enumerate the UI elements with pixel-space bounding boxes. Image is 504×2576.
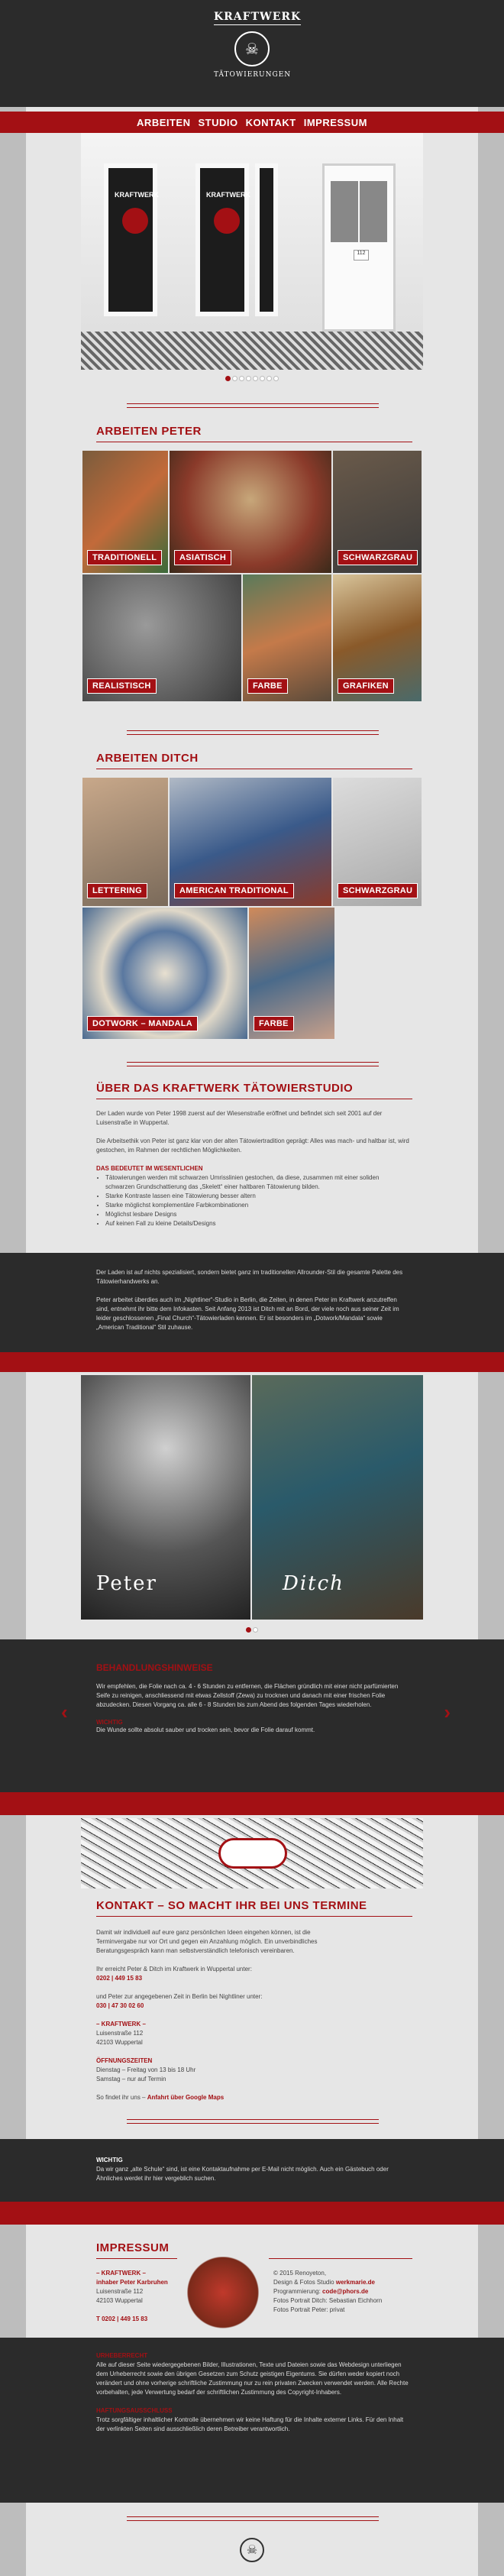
tiled-floor xyxy=(81,332,423,370)
portrait-dot-2[interactable] xyxy=(253,1627,258,1633)
contact-paragraph-1: Damit wir individuell auf eure ganz persönlichen Ideen eingehen können, ist die Terminvergabe nur vor Ort und gegen ein Anzahlung möglich. Ein unverbindliches Beratungsgespräch kann man selbstverständlich telefonisch vereinbaren. xyxy=(96,1929,318,1954)
care-subtitle: WICHTIG xyxy=(96,1719,123,1726)
impressum-owner: inhaber Peter Karbruhen xyxy=(96,2279,168,2286)
about-paragraph-2: Die Arbeitsethik von Peter ist ganz klar von der alten Tätowiertradition geprägt: Alles was mach- und haltbar ist, wird gestochen, im Rahmen der rechtlichen Möglichkeiten. xyxy=(96,1138,409,1154)
logo[interactable] xyxy=(214,11,302,79)
section-title-about: ÜBER DAS KRAFTWERK TÄTOWIERSTUDIO xyxy=(96,1082,354,1095)
gallery-label-farbe: FARBE xyxy=(247,678,288,694)
slider-dot-4[interactable] xyxy=(246,376,251,381)
slider-dot-5[interactable] xyxy=(253,376,258,381)
google-maps-link[interactable]: Anfahrt über Google Maps xyxy=(147,2094,225,2101)
notice-text: Da wir ganz „alte Schule“ sind, ist eine Kontaktaufnahme per E-Mail nicht möglich. Auch ein Gästebuch oder Ähnliches werdet ihr hier vergeblich suchen. xyxy=(96,2166,389,2182)
slider-dot-3[interactable] xyxy=(239,376,244,381)
portrait-peter xyxy=(81,1375,250,1620)
list-item: • Möglichst lesbare Designs xyxy=(105,1210,409,1219)
hours-title: ÖFFNUNGSZEITEN xyxy=(96,2057,153,2064)
about-text xyxy=(96,1109,409,1228)
shop-window-pillar xyxy=(255,163,278,316)
hours-saturday: Samstag – nur auf Termin xyxy=(96,2076,166,2082)
gallery-label-dotwork: DOTWORK – MANDALA xyxy=(87,1016,198,1031)
portrait-ditch xyxy=(252,1375,423,1620)
red-band xyxy=(0,2202,504,2225)
credit-line: Programmierung: xyxy=(273,2288,321,2295)
care-paragraph: Wir empfehlen, die Folie nach ca. 4 - 6 Stunden zu entfernen, die Flächen gründlich mit einer nicht parfümierten Seife zu reinigen, anschliessend mit etwas Zellstoff (Zewa) zu trocknen und danach mit einer frischen Folie abzudecken. Diesen Vorgang ca. alle 6 - 8 Stunden bis zum Abend des folgenden Tages wiederholen. xyxy=(96,1683,399,1708)
contact-paragraph-3: und Peter zur angegebenen Zeit in Berlin bei Nightliner unter: xyxy=(96,1993,263,2000)
gallery-tile-farbe-ditch[interactable] xyxy=(249,908,334,1039)
front-door xyxy=(322,163,396,332)
care-box xyxy=(0,1639,504,1792)
gallery-tile-farbe[interactable] xyxy=(243,574,331,701)
divider xyxy=(127,2119,379,2124)
gallery-tile-american-traditional[interactable] xyxy=(170,778,331,906)
gallery-tile-schwarzgrau[interactable] xyxy=(333,451,422,573)
next-arrow-icon[interactable]: › xyxy=(444,1701,451,1723)
section-title-underline xyxy=(96,1916,412,1917)
map-prefix: So findet ihr uns – xyxy=(96,2094,146,2101)
slider-dots xyxy=(0,376,504,383)
brand-subtitle: TÄTOWIERUNGEN xyxy=(214,71,292,79)
impressum-address xyxy=(96,2269,188,2324)
hours-weekdays: Dienstag – Freitag von 13 bis 18 Uhr xyxy=(96,2066,196,2073)
storefront-photo xyxy=(81,133,423,370)
slider-dot-7[interactable] xyxy=(267,376,272,381)
credit-link-code[interactable]: code@phors.de xyxy=(322,2288,369,2295)
gallery-label-traditionell: TRADITIONELL xyxy=(87,550,162,565)
divider xyxy=(127,1062,379,1066)
section-title-contact: KONTAKT – SO MACHT IHR BEI UNS TERMINE xyxy=(96,1899,367,1912)
haftung-text: Trotz sorgfältiger inhaltlicher Kontrolle übernehmen wir keine Haftung für die Inhalte externer Links. Für den Inhalt der verlinkten Seiten sind ausschließlich deren Betreiber verantwortlich. xyxy=(96,2416,404,2432)
disclaimer-title: URHEBERRECHT xyxy=(96,2352,148,2359)
care-title: BEHANDLUNGSHINWEISE xyxy=(96,1662,213,1673)
nav-item-kontakt[interactable]: KONTAKT xyxy=(245,116,296,128)
list-item: • Auf keinen Fall zu kleine Details/Designs xyxy=(105,1219,409,1228)
divider xyxy=(127,2516,379,2521)
contact-paragraph-2: Ihr erreicht Peter & Ditch im Kraftwerk in Wuppertal unter: xyxy=(96,1966,252,1972)
impressum-phone[interactable]: T 0202 | 449 15 83 xyxy=(96,2315,148,2322)
divider xyxy=(127,403,379,408)
gallery-label-american-traditional: AMERICAN TRADITIONAL xyxy=(174,883,294,898)
notice-box xyxy=(0,2139,504,2202)
main-nav xyxy=(0,112,504,133)
notice-title: WICHTIG xyxy=(96,2157,123,2163)
gallery-label-realistisch: REALISTISCH xyxy=(87,678,157,694)
red-band xyxy=(0,1792,504,1815)
shop-window-left: KRAFTWERK xyxy=(104,163,157,316)
gallery-tile-lettering[interactable] xyxy=(82,778,168,906)
kraftwerk-emblem-icon: ☠ xyxy=(234,31,270,66)
portrait-slider-dots xyxy=(0,1627,504,1634)
red-band xyxy=(0,1352,504,1372)
about-list xyxy=(105,1173,409,1228)
list-item: • Starke Kontraste lassen eine Tätowierung besser altern xyxy=(105,1192,409,1201)
list-item: • Tätowierungen werden mit schwarzen Umrisslinien gestochen, da diese, zusammen mit einer soliden schwarzen Grundschattierung das „Skelett“ einer haltbaren Tätowierung bilden. xyxy=(105,1173,409,1192)
slider-dot-6[interactable] xyxy=(260,376,265,381)
house-number: 112 xyxy=(354,250,369,261)
credit-line: Fotos Portrait Ditch: Sebastian Eichhorn xyxy=(273,2297,383,2304)
gallery-label-schwarzgrau: SCHWARZGRAU xyxy=(338,550,418,565)
site-header xyxy=(0,0,504,107)
shop-window-middle: KRAFTWERK xyxy=(195,163,249,316)
divider xyxy=(127,730,379,735)
care-paragraph-2: Die Wunde sollte absolut sauber und trocken sein, bevor die Folie darauf kommt. xyxy=(96,1727,315,1733)
gallery-tile-traditionell[interactable] xyxy=(82,451,168,573)
anatomical-heart-graphic xyxy=(177,2257,269,2336)
gallery-tile-dotwork[interactable] xyxy=(82,908,247,1039)
about-paragraph-1: Der Laden wurde von Peter 1998 zuerst auf der Wiesenstraße eröffnet und befindet sich seit 2001 auf der Luisenstraße in Wuppertal. xyxy=(96,1110,383,1126)
portrait-name-ditch: Ditch xyxy=(283,1572,344,1595)
nav-item-arbeiten[interactable]: ARBEITEN xyxy=(137,116,191,128)
about-list-title: DAS BEDEUTET IM WESENTLICHEN xyxy=(96,1165,203,1172)
hero-slider[interactable] xyxy=(81,133,423,370)
credit-link-design[interactable]: werkmarie.de xyxy=(335,2279,375,2286)
nav-item-impressum[interactable]: IMPRESSUM xyxy=(303,116,367,128)
gallery-tile-realistisch[interactable] xyxy=(82,574,241,701)
list-item: • Starke möglichst komplementäre Farbkombinationen xyxy=(105,1201,409,1210)
gallery-label-lettering: LETTERING xyxy=(87,883,147,898)
contact-banner-image xyxy=(81,1818,423,1888)
gallery-tile-asiatisch[interactable] xyxy=(170,451,331,573)
gallery-label-farbe-ditch: FARBE xyxy=(254,1016,294,1031)
disclaimer-text: Alle auf dieser Seite wiedergegebenen Bilder, Illustrationen, Texte und Dateien sowie das Webdesign unterliegen dem Urheberrecht sowie den übrigen Gesetzen zum Schutz geistigen Eigentums. Sie dürfen weder kopiert noch verändert und ohne vorherige schriftliche Zustimmung nur zu rein privaten Zwecken verwendet werden. Alle Rechte vorbehalten, jede Verwertung bedarf der schriftlichen Zustimmung des Copyright-Inhabers. xyxy=(96,2361,409,2396)
address-city: 42103 Wuppertal xyxy=(96,2039,143,2046)
gallery-tile-schwarzgrau-ditch[interactable] xyxy=(333,778,422,906)
gallery-label-asiatisch: ASIATISCH xyxy=(174,550,231,565)
address-title: – KRAFTWERK – xyxy=(96,2021,146,2027)
gallery-label-grafiken: GRAFIKEN xyxy=(338,678,394,694)
address-street: Luisenstraße 112 xyxy=(96,2030,144,2037)
slider-dot-1[interactable] xyxy=(225,376,231,381)
contact-phone-berlin[interactable]: 030 | 47 30 02 60 xyxy=(96,2002,144,2009)
footer-emblem-icon[interactable]: ☠ xyxy=(240,2538,264,2562)
contact-phone-wuppertal[interactable]: 0202 | 449 15 83 xyxy=(96,1975,143,1982)
section-title-ditch: ARBEITEN DITCH xyxy=(96,752,199,765)
heart-tattoo-graphic xyxy=(218,1838,287,1869)
brand-name: KRAFTWERK xyxy=(214,11,301,25)
impressum-credits xyxy=(273,2269,426,2315)
legal-box xyxy=(0,2338,504,2503)
impressum-shop: – KRAFTWERK – xyxy=(96,2270,146,2277)
slider-dot-2[interactable] xyxy=(232,376,237,381)
prev-arrow-icon[interactable]: ‹ xyxy=(61,1701,68,1723)
impressum-street: Luisenstraße 112 xyxy=(96,2288,144,2295)
about-dark-paragraph-2: Peter arbeitet überdies auch im „Nightliner“-Studio in Berlin, die Zeiten, in denen Peter im Kraftwerk anzutreffen sind, entnehmt ihr bitte dem Infokasten. Seit Anfang 2013 ist Ditch mit an Bord, der viele noch aus seiner Zeit im leider geschlossenen „Final Church“-Tätowierladen kennen. Er ist besonders im „Dotwork/Mandala“ sowie „American Traditional“ Stil zuhause. xyxy=(96,1296,399,1331)
haftung-title: HAFTUNGSAUSSCHLUSS xyxy=(96,2407,173,2414)
portrait-dot-1[interactable] xyxy=(246,1627,251,1633)
contact-text xyxy=(96,1928,325,2102)
nav-item-studio[interactable]: STUDIO xyxy=(198,116,238,128)
about-dark-paragraph-1: Der Laden ist auf nichts spezialisiert, sondern bietet ganz im traditionellen Allrounder-Stil die gesamte Palette des Tätowierhandwerks an. xyxy=(96,1269,403,1285)
credit-line: Design & Fotos Studio xyxy=(273,2279,334,2286)
slider-dot-8[interactable] xyxy=(273,376,279,381)
impressum-city: 42103 Wuppertal xyxy=(96,2297,143,2304)
gallery-tile-grafiken[interactable] xyxy=(333,574,422,701)
portrait-name-peter: Peter xyxy=(96,1572,157,1595)
credit-line: © 2015 Renoyeton, xyxy=(273,2270,327,2277)
about-dark-box xyxy=(0,1253,504,1352)
section-title-peter: ARBEITEN PETER xyxy=(96,425,202,438)
gallery-label-schwarzgrau-ditch: SCHWARZGRAU xyxy=(338,883,418,898)
section-title-impressum: IMPRESSUM xyxy=(96,2241,170,2254)
credit-line: Fotos Portrait Peter: privat xyxy=(273,2306,345,2313)
